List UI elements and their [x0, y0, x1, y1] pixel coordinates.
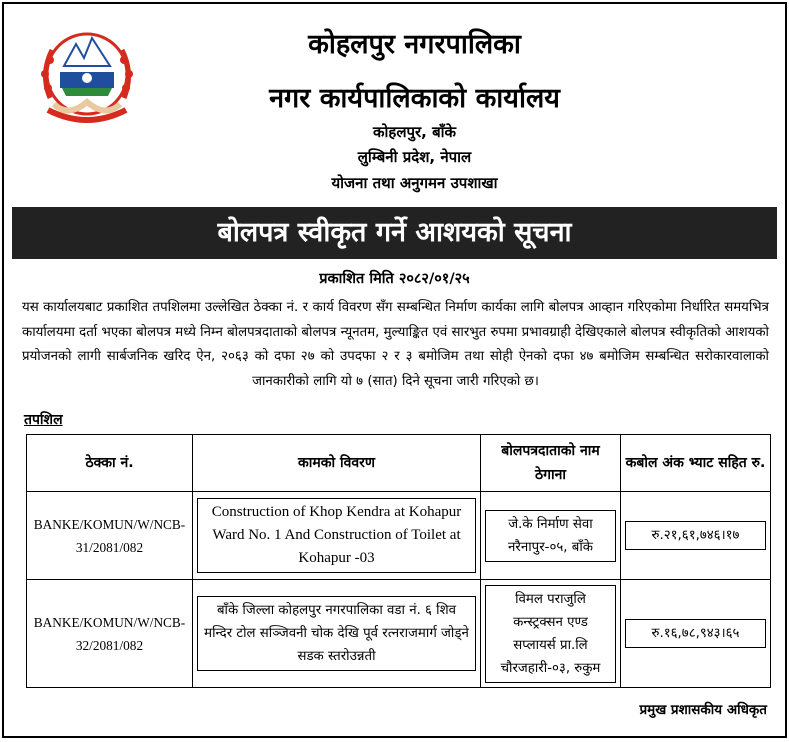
municipality-name: कोहलपुर नगरपालिका — [308, 29, 521, 60]
table-header-row — [27, 435, 771, 492]
header-bidder: बोलपत्रदाताको नाम ठेगाना — [481, 435, 621, 492]
amount-cell — [621, 580, 771, 688]
description-text: Construction of Khop Kendra at Kohapur Ward No. 1 And Construction of Toilet at Kohapur -03 — [197, 498, 476, 573]
contract-no-cell: BANKE/KOMUN/W/NCB-32/2081/082 — [27, 580, 193, 688]
bidder-text: विमल पराजुलि कन्स्ट्रक्सन एण्ड सप्लायर्स प्रा.लि चौरजहारी-०३, रुकुम — [485, 585, 616, 683]
contract-table — [26, 434, 771, 688]
office-name: नगर कार्यपालिकाको कार्यालय — [269, 83, 560, 114]
section-name: योजना तथा अनुगमन उपशाखा — [331, 174, 498, 192]
notice-page — [2, 2, 787, 738]
amount-text: रु.१६,७८,९४३।६५ — [625, 619, 766, 648]
description-text: बाँके जिल्ला कोहलपुर नगरपालिका वडा नं. ६ शिव मन्दिर टोल सञ्जिवनी चोक देखि पूर्व रत्नराजमार्ग जोड्ने सडक स्तरोउन्नती — [197, 596, 476, 671]
address-line-1: कोहलपुर, बाँके — [372, 123, 457, 141]
notice-body: यस कार्यालयबाट प्रकाशित तपशिलमा उल्लेखित ठेक्का नं. र कार्य विवरण सँग सम्बन्धित निर्माण कार्यका लागि बोलपत्र आव्हान गरिएकोमा निर्धारित समयभित्र कार्यालयमा दर्ता भएका बोलपत्र मध्ये निम्न बोलपत्रदाताको बोलपत्र न्यूनतम, मुल्याङ्कित एवं सारभुत रुपमा प्रभावग्राही देखिएकाले बोलपत्र स्वीकृतिको आशयको प्रयोजनको लागी सार्बजनिक खरिद ऐन, २०६३ को दफा २७ को उपदफा २ र ३ बमोजिम तथा सोही ऐनको दफा ४७ बमोजिम सम्बन्धित सरोकारवालाको जानकारीको लागि यो ७ (सात) दिने सूचना जारी गरिएको छ। — [22, 300, 769, 389]
table-row — [27, 492, 771, 580]
table-row — [27, 580, 771, 688]
signatory-title: प्रमुख प्रशासकीय अधिकृत — [639, 702, 767, 718]
schedule-label: तपशिल — [24, 412, 63, 428]
amount-cell — [621, 492, 771, 580]
bidder-cell — [481, 492, 621, 580]
header-description: कामको विवरण — [193, 435, 481, 492]
bidder-cell — [481, 580, 621, 688]
contract-no-cell: BANKE/KOMUN/W/NCB-31/2081/082 — [27, 492, 193, 580]
description-cell — [193, 580, 481, 688]
amount-text: रु.२१,६१,७४६।१७ — [625, 521, 766, 550]
address-line-2: लुम्बिनी प्रदेश, नेपाल — [357, 148, 472, 166]
header-amount: कबोल अंक भ्याट सहित रु. — [621, 435, 771, 492]
notice-title: बोलपत्र स्वीकृत गर्ने आशयको सूचना — [12, 207, 777, 259]
bidder-text: जे.के निर्माण सेवा नरैनापुर-०५, बाँके — [485, 510, 616, 562]
description-cell — [193, 492, 481, 580]
header-contract-no: ठेक्का नं. — [27, 435, 193, 492]
published-date: प्रकाशित मिति २०८२/०१/२५ — [319, 271, 470, 287]
